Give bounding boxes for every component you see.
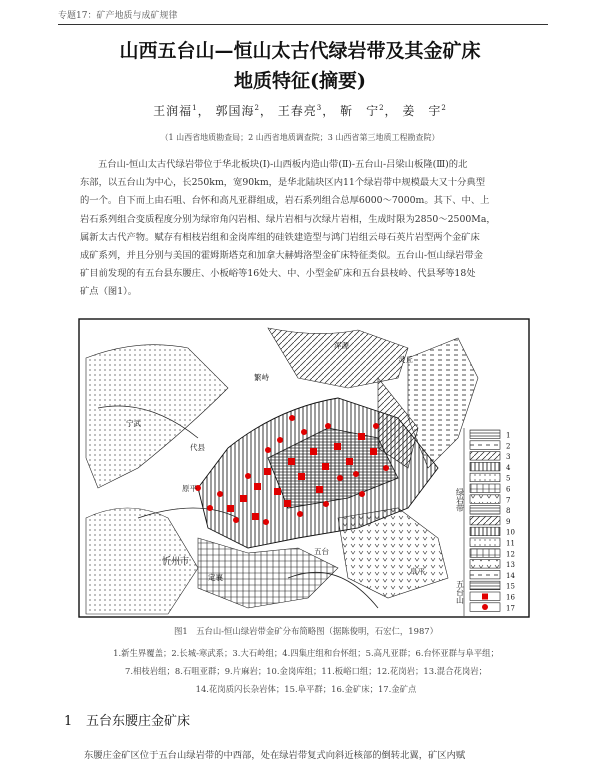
author: 王润福$^1$ bbox=[153, 104, 198, 118]
figure-caption-title: 图1 五台山-恒山绿岩带金矿分布简略图（据陈俊明，石宏仁，1987） bbox=[174, 626, 438, 636]
gold-deposit-marker bbox=[346, 458, 353, 465]
abstract-line: 的一个。自下而上由石咀、台怀和高凡亚群组成，岩石系列组合总厚6000～7000m。其下、中、上 bbox=[80, 195, 490, 207]
legend-number: 7 bbox=[506, 496, 511, 505]
title-line-1: 山西五台山—恒山太古代绿岩带及其金矿床 bbox=[119, 40, 481, 62]
legend-gold-deposit-symbol bbox=[482, 594, 488, 600]
gold-deposit-marker bbox=[370, 448, 377, 455]
legend-number: 3 bbox=[506, 453, 511, 462]
figure-caption-legend-2: 7.相枝岩组；8.石咀亚群；9.片麻岩；10.金岗库组；11.板峪口组；12.花岗岩；13.混合花岗岩； bbox=[125, 666, 487, 676]
legend-swatch bbox=[470, 452, 500, 461]
place-label: 灵丘 bbox=[398, 355, 413, 364]
author: 郭国海$^2$ bbox=[215, 104, 260, 118]
legend-swatch bbox=[470, 516, 500, 525]
legend-number: 6 bbox=[506, 485, 511, 494]
legend-swatch bbox=[470, 538, 500, 547]
gold-occurrence-marker bbox=[325, 423, 331, 429]
gold-occurrence-marker bbox=[265, 447, 271, 453]
legend-number: 12 bbox=[506, 550, 515, 559]
geologic-map-figure bbox=[78, 318, 530, 618]
gold-deposit-marker bbox=[298, 473, 305, 480]
gold-deposit-marker bbox=[322, 463, 329, 470]
gold-occurrence-marker bbox=[297, 511, 303, 517]
legend-number: 14 bbox=[506, 571, 515, 580]
gold-deposit-marker bbox=[252, 513, 259, 520]
legend-swatch bbox=[470, 441, 500, 450]
legend-number: 13 bbox=[506, 561, 515, 570]
legend-number: 10 bbox=[506, 528, 515, 537]
gold-deposit-marker bbox=[358, 433, 365, 440]
author: 靳 宁$^2$ bbox=[340, 104, 385, 118]
legend-number: 17 bbox=[506, 604, 515, 613]
gold-deposit-marker bbox=[227, 505, 234, 512]
gold-occurrence-marker bbox=[337, 475, 343, 481]
place-label: 代县 bbox=[190, 443, 205, 452]
legend-number: 11 bbox=[506, 539, 515, 548]
gold-occurrence-marker bbox=[383, 465, 389, 471]
place-label: 阜平 bbox=[410, 567, 425, 576]
place-label: 五台 bbox=[314, 547, 329, 556]
legend-swatch bbox=[470, 506, 500, 514]
abstract bbox=[80, 156, 522, 302]
gold-occurrence-marker bbox=[263, 519, 269, 525]
header-rule bbox=[58, 24, 548, 25]
gold-occurrence-marker bbox=[233, 517, 239, 523]
author: 王春亮$^3$ bbox=[277, 104, 323, 118]
gold-occurrence-marker bbox=[301, 429, 307, 435]
gold-deposit-marker bbox=[240, 495, 247, 502]
legend-number: 9 bbox=[506, 517, 511, 526]
legend-swatch bbox=[470, 527, 500, 536]
legend-swatch bbox=[470, 462, 500, 471]
gold-deposit-marker bbox=[284, 500, 291, 507]
legend-swatch bbox=[470, 430, 500, 439]
legend-swatch bbox=[470, 581, 500, 590]
gold-deposit-marker bbox=[274, 488, 281, 495]
abstract-line: 属新太古代产物。赋存有相枝岩组和金岗库组的硅铁建造型与鸿门岩组云母石英片岩型两个金矿床 bbox=[80, 231, 480, 243]
legend-number: 5 bbox=[506, 474, 511, 483]
legend-group-label: 五台山 bbox=[455, 580, 465, 604]
gold-deposit-marker bbox=[310, 448, 317, 455]
figure-caption-legend-3: 14.花岗质闪长杂岩体；15.阜平群；16.金矿床；17.金矿点 bbox=[195, 684, 417, 694]
figure-caption-legend-1: 1.新生界覆盖；2.长城-寒武系；3.大石岭组；4.四集庄组和台怀组；5.高凡亚群；6.台怀亚群与阜平组； bbox=[113, 648, 499, 658]
legend-number: 15 bbox=[506, 582, 515, 591]
place-label: 宁武 bbox=[126, 419, 141, 428]
section-number: 1 bbox=[64, 714, 73, 729]
gold-occurrence-marker bbox=[277, 437, 283, 443]
gold-occurrence-marker bbox=[289, 415, 295, 421]
running-header: 专题17：矿产地质与成矿规律 bbox=[58, 11, 178, 21]
abstract-line: 五台山-恒山太古代绿岩带位于华北板块(Ⅰ)-山西板内造山带(Ⅱ)-五台山-吕梁山板隆(Ⅲ)的北 bbox=[98, 159, 468, 170]
abstract-line: 东部，以五台山为中心，长250km，宽90km，是华北陆块区内11个绿岩带中规模最大又十分典型 bbox=[80, 177, 485, 189]
gold-occurrence-marker bbox=[323, 501, 329, 507]
legend-number: 1 bbox=[506, 431, 511, 440]
place-label: 原平 bbox=[182, 484, 197, 493]
gold-occurrence-marker bbox=[373, 423, 379, 429]
author: 姜 宇$^2$ bbox=[402, 104, 447, 118]
gold-deposit-marker bbox=[254, 483, 261, 490]
legend-swatch bbox=[470, 549, 500, 558]
section-title: 五台东腰庄金矿床 bbox=[86, 714, 191, 729]
legend-number: 4 bbox=[506, 463, 511, 472]
place-label: 定襄 bbox=[208, 573, 223, 582]
abstract-line: 矿点（图1）。 bbox=[80, 286, 138, 298]
abstract-line: 成矿系列，并且分别与美国的霍姆斯塔克和加拿大赫姆洛型金矿床特征类似。五台山-恒山绿岩带金 bbox=[80, 250, 483, 262]
legend-swatch bbox=[470, 484, 500, 493]
gold-deposit-marker bbox=[264, 468, 271, 475]
abstract-line: 岩石系列组合变质程度分别为绿帘角闪岩相、绿片岩相与次绿片岩相，生成时限为2850～2500Ma， bbox=[80, 213, 496, 225]
place-label: 浑源 bbox=[334, 341, 349, 350]
title-line-2: 地质特征(摘要) bbox=[234, 70, 366, 92]
author-list: 王润福$^1$， 郭国海$^2$， 王春亮$^3$， 靳 宁$^2$， 姜 宇$^2$ bbox=[153, 104, 447, 118]
legend-number: 16 bbox=[506, 593, 515, 602]
legend-swatch bbox=[470, 495, 500, 504]
gold-occurrence-marker bbox=[217, 491, 223, 497]
legend-swatch bbox=[470, 570, 500, 579]
section-heading bbox=[64, 710, 190, 729]
legend-group-label: 绿岩带 bbox=[455, 488, 465, 512]
gold-deposit-marker bbox=[334, 443, 341, 450]
gold-occurrence-marker bbox=[353, 471, 359, 477]
place-label: 忻州市 bbox=[162, 557, 190, 567]
abstract-line: 矿目前发现的有五台县东腰庄、小板峪等16处大、中、小型金矿床和五台县枝岭、代县琴等18处 bbox=[80, 268, 476, 280]
legend-number: 2 bbox=[506, 442, 511, 451]
gold-deposit-marker bbox=[288, 458, 295, 465]
place-label: 繁峙 bbox=[254, 373, 269, 382]
legend-swatch bbox=[470, 560, 500, 569]
legend-number: 8 bbox=[506, 507, 511, 516]
gold-occurrence-marker bbox=[207, 505, 213, 511]
legend-swatch bbox=[470, 473, 500, 482]
legend-gold-occurrence-symbol bbox=[482, 604, 488, 610]
gold-deposit-marker bbox=[316, 486, 323, 493]
gold-occurrence-marker bbox=[359, 491, 365, 497]
body-text-line: 东腰庄金矿区位于五台山绿岩带的中西部，处在绿岩带复式向斜近核部的倒转北翼，矿区内赋 bbox=[84, 750, 466, 761]
affiliations: （1 山西省地质勘查局；2 山西省地质调查院；3 山西省第三地质工程勘查院） bbox=[160, 133, 440, 142]
gold-occurrence-marker bbox=[245, 473, 251, 479]
